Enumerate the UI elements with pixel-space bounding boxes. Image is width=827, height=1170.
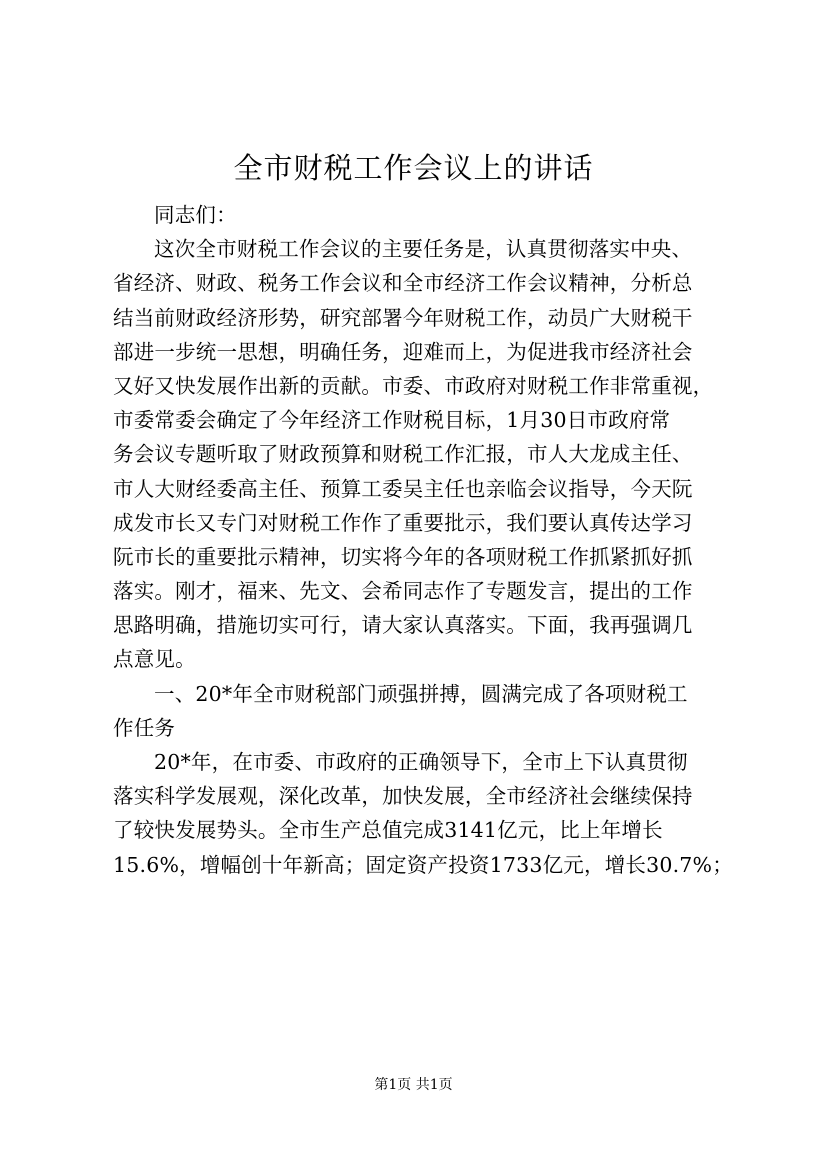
paragraph-line: 成发市长又专门对财税工作作了重要批示，我们要认真传达学习 (113, 510, 693, 535)
paragraph-line: 落实。刚才，福来、先文、会希同志作了专题发言，提出的工作 (113, 579, 693, 604)
paragraph-line: 15.6%，增幅创十年新高；固定资产投资1733亿元，增长30.7%； (113, 852, 733, 877)
paragraph-line: 又好又快发展作出新的贡献。市委、市政府对财税工作非常重视， (113, 373, 714, 398)
paragraph-line: 结当前财政经济形势，研究部署今年财税工作，动员广大财税干 (113, 305, 693, 330)
paragraph-line: 落实科学发展观，深化改革，加快发展，全市经济社会继续保持 (113, 784, 693, 809)
paragraph-line: 市人大财经委高主任、预算工委吴主任也亲临会议指导，今天阮 (113, 476, 693, 501)
document-title: 全市财税工作会议上的讲话 (233, 151, 594, 185)
section-heading-line: 一、20*年全市财税部门顽强拼搏，圆满完成了各项财税工 (154, 681, 688, 706)
paragraph-line: 市委常委会确定了今年经济工作财税目标，1月30日市政府常 (113, 408, 671, 433)
paragraph-line: 了较快发展势头。全市生产总值完成3141亿元，比上年增长 (113, 818, 663, 843)
paragraph-line: 点意见。 (113, 647, 196, 672)
paragraph-line: 20*年，在市委、市政府的正确领导下，全市上下认真贯彻 (154, 750, 688, 774)
section-heading-line: 作任务 (113, 715, 176, 740)
paragraph-line: 部进一步统一思想，明确任务，迎难而上，为促进我市经济社会 (113, 339, 693, 364)
paragraph-line: 这次全市财税工作会议的主要任务是，认真贯彻落实中央、 (154, 237, 693, 262)
document-body (113, 198, 743, 882)
paragraph-line: 务会议专题听取了财政预算和财税工作汇报，市人大龙成主任、 (113, 442, 693, 467)
salutation-line: 同志们： (154, 203, 237, 227)
paragraph-line: 思路明确，措施切实可行，请大家认真落实。下面，我再强调几 (113, 613, 693, 638)
paragraph-line: 阮市长的重要批示精神，切实将今年的各项财税工作抓紧抓好抓 (113, 544, 693, 569)
paragraph-line: 省经济、财政、税务工作会议和全市经济工作会议精神，分析总 (113, 271, 693, 296)
page-footer: 第1页 共1页 (374, 1077, 453, 1093)
